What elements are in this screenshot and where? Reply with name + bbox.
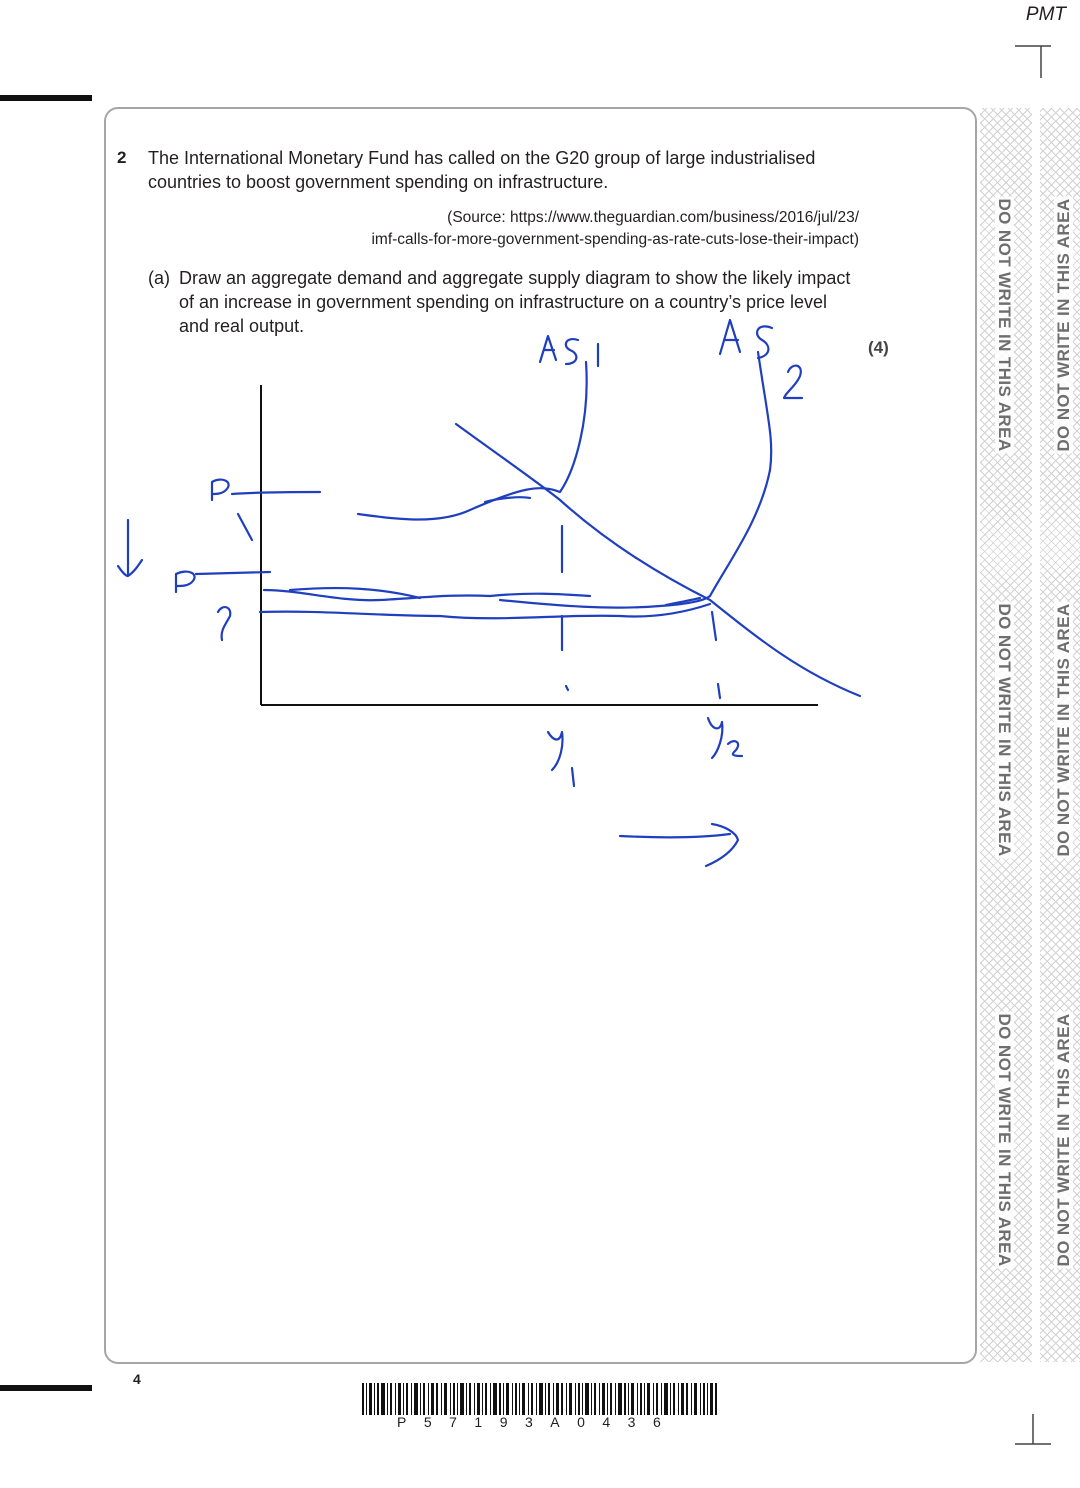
margin-warning: DO NOT WRITE IN THIS AREA: [995, 603, 1014, 857]
crop-mark-top: [1013, 40, 1053, 80]
question-stem: The International Monetary Fund has called on the G20 group of large industrialised countries to boost government spending on infrastructure.: [148, 148, 816, 192]
question-number: 2: [117, 148, 127, 167]
source-citation: (Source: https://www.theguardian.com/business/2016/jul/23/ imf-calls-for-more-government-spending-as-rate-cuts-lose-their-impact): [371, 209, 859, 248]
part-a-label: (a): [148, 268, 170, 288]
crop-mark-bottom: [1013, 1412, 1053, 1452]
margin-warning: DO NOT WRITE IN THIS AREA: [1054, 1013, 1073, 1267]
pmt-label: PMT: [1025, 4, 1066, 25]
margin-warning: DO NOT WRITE IN THIS AREA: [995, 198, 1014, 452]
edge-bar-top: [0, 95, 92, 101]
edge-bar-bottom: [0, 1385, 92, 1391]
margin-warning: DO NOT WRITE IN THIS AREA: [1054, 198, 1073, 452]
marks-allocation: (4): [868, 338, 889, 357]
margin-warning: DO NOT WRITE IN THIS AREA: [1054, 603, 1073, 857]
barcode: [362, 1383, 718, 1415]
page-number: 4: [133, 1371, 141, 1387]
margin-warning: DO NOT WRITE IN THIS AREA: [995, 1013, 1014, 1267]
barcode-number: P57193A0436: [397, 1414, 679, 1430]
part-a-text: Draw an aggregate demand and aggregate supply diagram to show the likely impact of an increase in government spending on infrastructure on a country’s price level and real output.: [179, 268, 851, 336]
